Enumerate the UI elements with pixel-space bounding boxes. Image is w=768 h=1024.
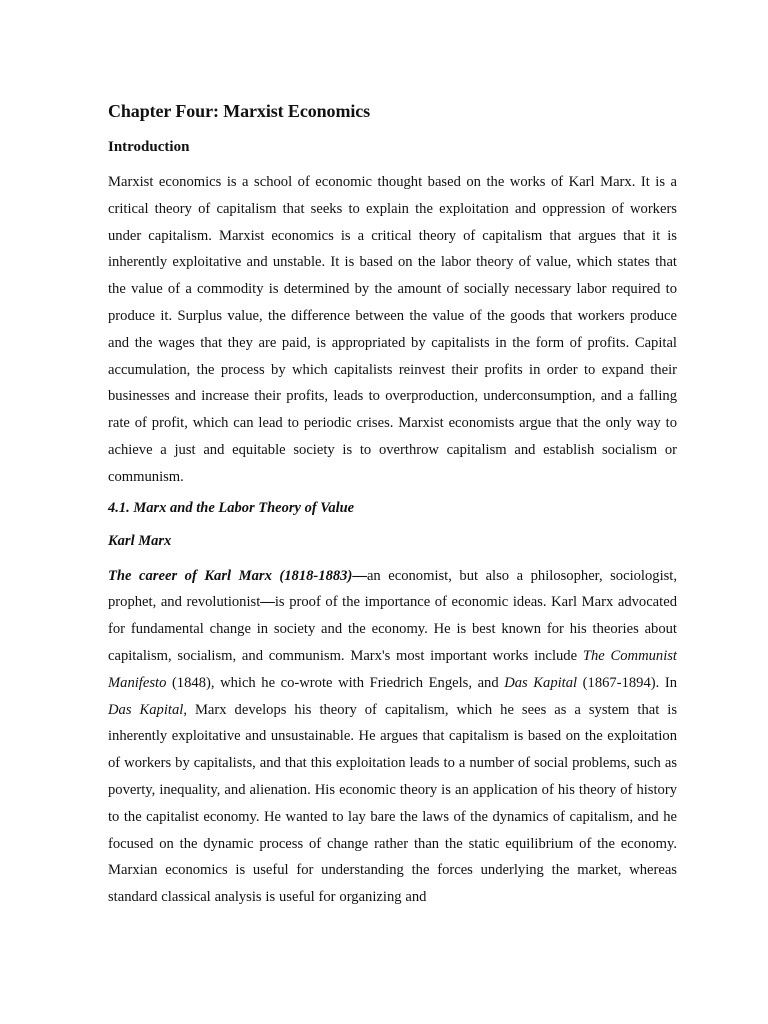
- section-4-1-heading: 4.1. Marx and the Labor Theory of Value: [108, 499, 355, 516]
- paragraph-text: (1848), which he co-wrote with Friedrich Engels, and: [166, 674, 505, 691]
- paragraph-text: , Marx develops his theory of capitalism, which he sees as a system that is inherently exploitative and unsustainable. He argues that capitalism is based on the exploitation of workers by capitalists, and that this exploitation leads to a number of social problems, such as poverty, inequality, and alienation. His economic theory is an application of his theory of history to the capitalist economy. He wanted to lay bare the laws of the dynamics of capitalism, and he focused on the dynamic process of change rather than the static equilibrium of the economy. Marxian economics is useful for understanding the forces underlying the market, whereas standard classical analysis is useful for organizing and: [108, 701, 678, 906]
- book-title-das-kapital: Das Kapital: [504, 674, 578, 691]
- introduction-paragraph: Marxist economics is a school of economic thought based on the works of Karl Marx. It is a critical theory of capitalism that seeks to explain the exploitation and oppression of workers under capitalism. Marxist economics is a critical theory of capitalism that argues that it is inherently exploitative and unstable. It is based on the labor theory of value, which states that the value of a commodity is determined by the amount of socially necessary labor required to produce it. Surplus value, the difference between the value of the goods that workers produce and the wages that they are paid, is appropriated by capitalists in the form of profits. Capital accumulation, the process by which capitalists reinvest their profits in order to expand their businesses and increase their profits, leads to overproduction, underconsumption, and a falling rate of profit, which can lead to periodic crises. Marxist economists argue that the only way to achieve a just and equitable society is to overthrow capitalism and establish socialism or communism.: [108, 174, 677, 485]
- paragraph-text: (1867-1894). In: [577, 674, 677, 691]
- book-title-communist-manifesto: The Communist Manifesto: [108, 647, 677, 691]
- karl-marx-subheading: Karl Marx: [108, 532, 172, 549]
- chapter-title: Chapter Four: Marxist Economics: [108, 101, 371, 121]
- document-page: [108, 98, 677, 911]
- em-dash: —: [260, 594, 275, 611]
- em-dash: —: [352, 567, 367, 584]
- karl-marx-paragraph: [108, 563, 677, 911]
- paragraph-text: an economist, but also a philosopher, sociologist, prophet, and revolutionist: [108, 567, 678, 611]
- paragraph-text: is proof of the importance of economic ideas. Karl Marx advocated for fundamental change in society and the economy. He is best known for his theories about capitalism, socialism, and communism. Marx's most important works include: [108, 594, 677, 664]
- paragraph-lead-phrase: The career of Karl Marx (1818-1883): [108, 567, 353, 584]
- book-title-das-kapital: Das Kapital: [108, 701, 184, 718]
- introduction-heading: Introduction: [108, 139, 190, 155]
